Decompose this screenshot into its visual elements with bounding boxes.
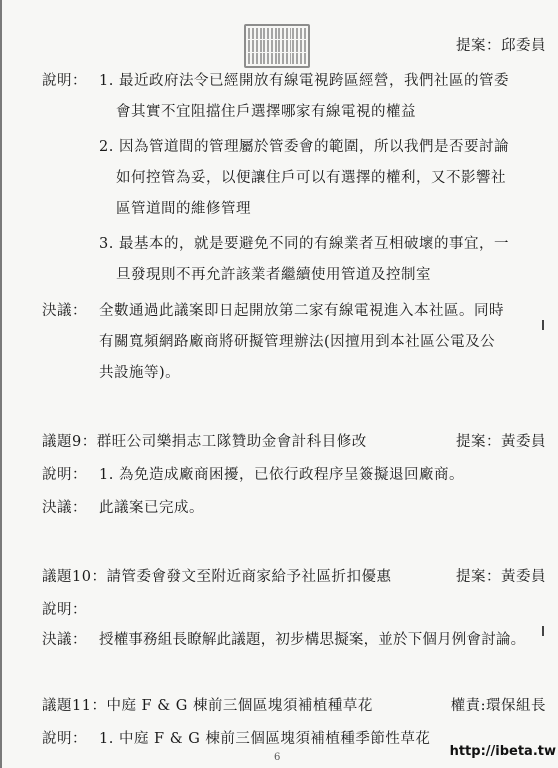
item9-title: 議題9：群旺公司樂捐志工隊贊助金會計科目修改	[42, 434, 367, 450]
resolution-line-3: 共設施等)。	[99, 365, 181, 381]
watermark: http://ibeta.tw	[449, 744, 556, 759]
page-number: 6	[274, 752, 281, 763]
item10-title: 議題10：請管委會發文至附近商家給予社區折扣優惠	[42, 569, 392, 585]
margin-tick	[542, 320, 554, 330]
item9-resolution-label: 決議：	[42, 500, 87, 516]
proposer-qiu: 提案：邱委員	[456, 38, 546, 54]
item11-explain: 1. 中庭 F & G 棟前三個區塊須補植種季節性草花	[99, 731, 431, 747]
item10-resolution: 授權事務組長瞭解此議題，初步構思擬案，並於下個月例會討論。	[99, 632, 526, 648]
resolution-line-2: 有關寬頻網路廠商將研擬管理辦法(因擅用到本社區公電及公	[99, 334, 496, 350]
official-seal-stamp	[244, 24, 310, 68]
explain-label: 說明：	[42, 73, 87, 89]
explain-point-3-line-2: 旦發現則不再允許該業者繼續使用管道及控制室	[116, 267, 431, 283]
item9-proposer: 提案：黃委員	[456, 434, 546, 450]
explain-point-3-line-1: 3. 最基本的，就是要避免不同的有線業者互相破壞的事宜，一	[99, 236, 509, 252]
item9-explain-label: 說明：	[42, 467, 87, 483]
explain-point-2-line-3: 區管道間的維修管理	[116, 201, 251, 217]
item9-explain: 1. 為免造成廠商困擾，已依行政程序呈簽擬退回廠商。	[99, 467, 464, 483]
margin-tick	[542, 626, 554, 636]
item9-resolution: 此議案已完成。	[99, 500, 204, 516]
explain-point-1-line-2: 會其實不宜阻擋住戶選擇哪家有線電視的權益	[116, 104, 416, 120]
resolution-label: 決議：	[42, 303, 87, 319]
item11-explain-label: 說明：	[42, 731, 87, 747]
explain-point-1-line-1: 1. 最近政府法令已經開放有線電視跨區經營，我們社區的管委	[99, 73, 509, 89]
item10-proposer: 提案：黃委員	[456, 569, 546, 585]
explain-point-2-line-1: 2. 因為管道間的管理屬於管委會的範圍，所以我們是否要討論	[99, 139, 509, 155]
item10-explain-label: 說明：	[42, 602, 87, 618]
explain-point-2-line-2: 如何控管為妥，以便讓住戶可以有選擇的權利，又不影響社	[116, 170, 506, 186]
item11-title: 議題11：中庭 F & G 棟前三個區塊須補植種草花	[42, 698, 373, 714]
resolution-line-1: 全數通過此議案即日起開放第二家有線電視進入本社區。同時	[99, 303, 504, 319]
item11-responsible: 權責:環保組長	[450, 698, 546, 714]
item10-resolution-label: 決議：	[42, 632, 87, 648]
